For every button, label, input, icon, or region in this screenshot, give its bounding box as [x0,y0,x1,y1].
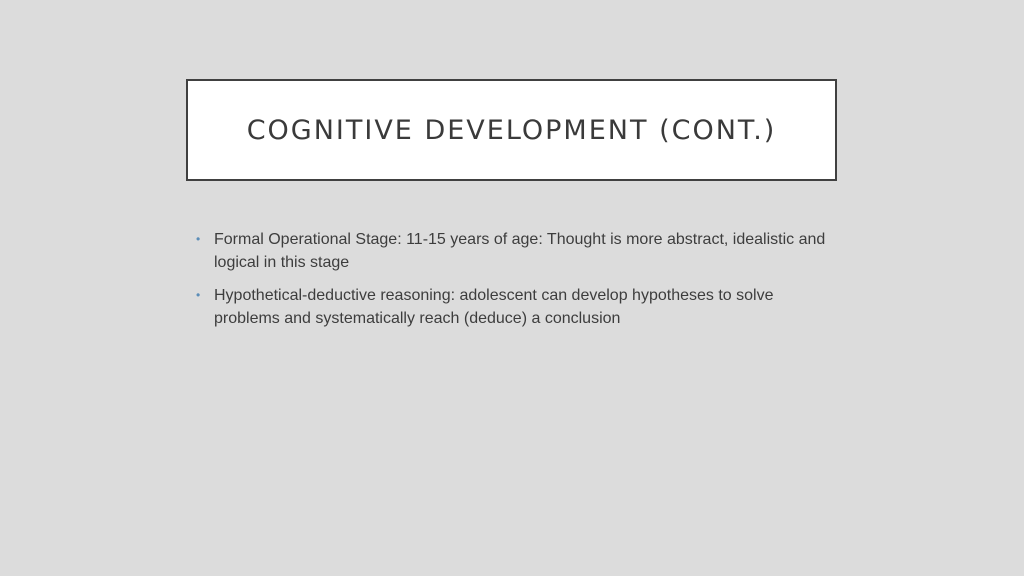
bullet-dot-icon: • [196,288,201,302]
bullet-item-hypothetical-deductive [196,284,836,330]
slide-title: COGNITIVE DEVELOPMENT (CONT.) [246,114,777,146]
bullet-text: Hypothetical-deductive reasoning: adolescent can develop hypotheses to solve problems and systematically reach (deduce) a conclusion [214,287,774,327]
bullet-item-formal-operational [196,228,836,274]
title-box [186,79,837,181]
bullet-list [196,228,836,340]
bullet-text: Formal Operational Stage: 11-15 years of age: Thought is more abstract, idealistic and logical in this stage [214,231,826,271]
bullet-dot-icon: • [196,232,201,246]
